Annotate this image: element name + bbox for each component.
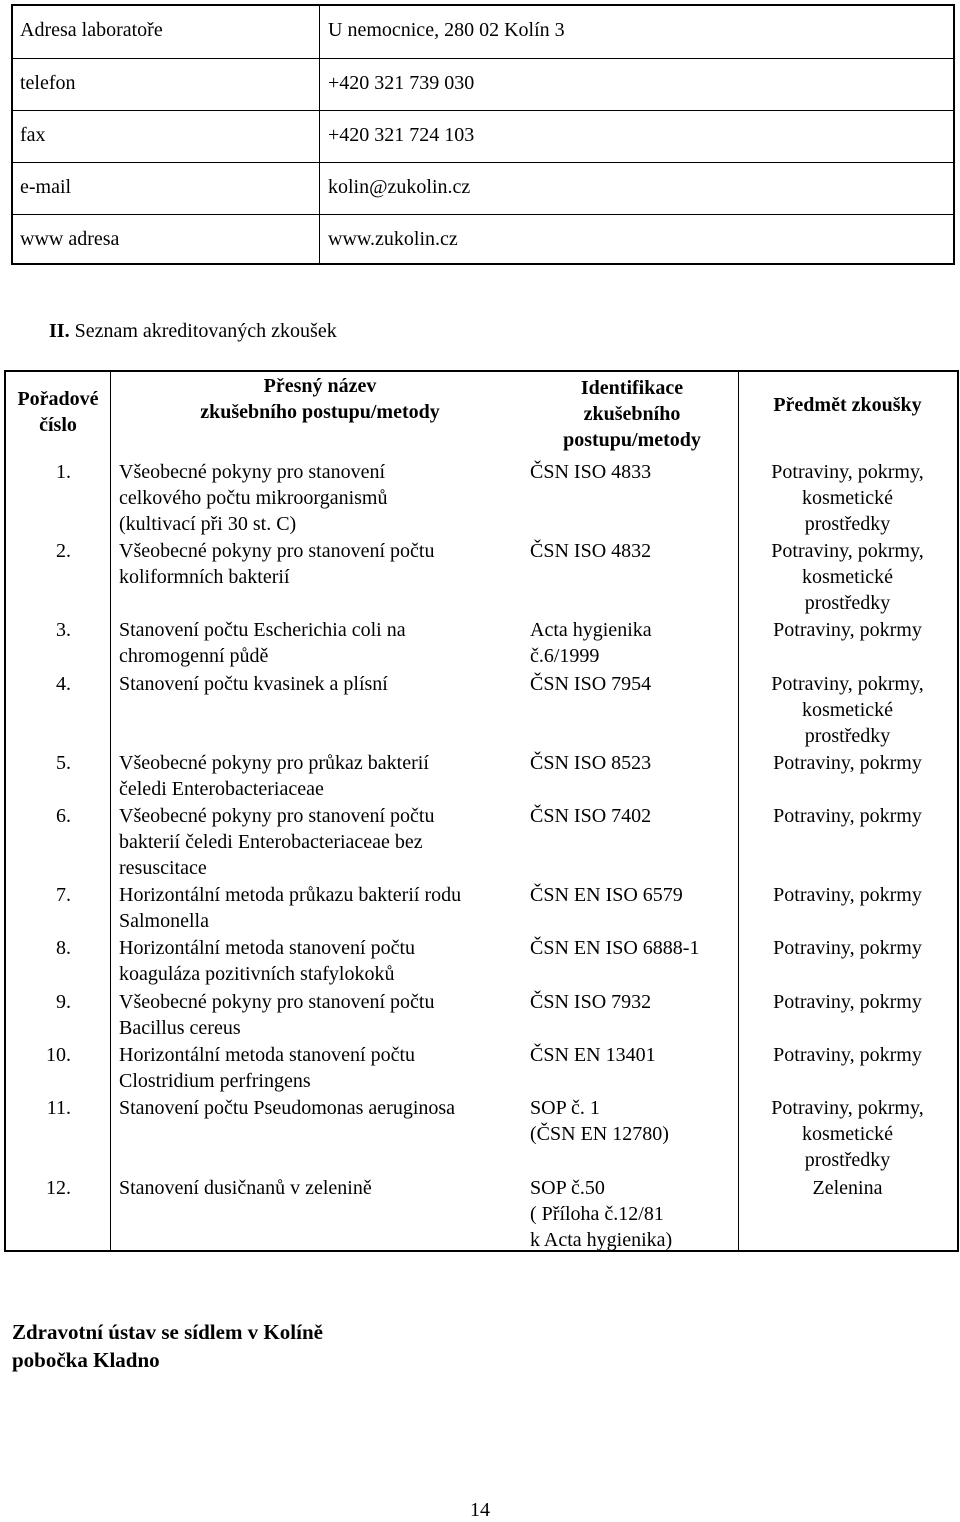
test-subject bbox=[738, 671, 957, 749]
method-id-line: (ČSN EN 12780) bbox=[530, 1123, 669, 1145]
method-id bbox=[530, 750, 651, 776]
row-number: 8. bbox=[56, 937, 71, 959]
test-name-line: Stanovení počtu Escherichia coli na bbox=[119, 619, 406, 641]
method-id-line: ČSN EN 13401 bbox=[530, 1044, 656, 1066]
test-subject-line: Potraviny, pokrmy bbox=[773, 1044, 922, 1066]
contact-row-phone bbox=[13, 58, 953, 110]
footer-institution bbox=[12, 1318, 323, 1374]
row-number: 1. bbox=[56, 461, 71, 483]
test-subject-line: Zelenina bbox=[812, 1177, 883, 1199]
test-subject bbox=[738, 459, 957, 537]
method-id bbox=[530, 989, 651, 1015]
test-subject bbox=[738, 1095, 957, 1173]
test-subject-line: Potraviny, pokrmy, bbox=[771, 461, 924, 483]
row-number: 12. bbox=[46, 1177, 71, 1199]
method-id bbox=[530, 1175, 672, 1253]
test-name-line: koaguláza pozitivních stafylokoků bbox=[119, 963, 395, 985]
method-id-line: ČSN EN ISO 6888-1 bbox=[530, 937, 700, 959]
method-id-line: ČSN ISO 7402 bbox=[530, 805, 652, 827]
method-id bbox=[530, 803, 651, 829]
row-number: 9. bbox=[56, 991, 71, 1013]
contact-row-fax bbox=[13, 110, 953, 162]
method-id-line: SOP č.50 bbox=[530, 1177, 605, 1199]
test-subject-line: kosmetické bbox=[801, 487, 894, 509]
test-subject-line: Potraviny, pokrmy bbox=[773, 752, 922, 774]
contact-value: +420 321 724 103 bbox=[328, 124, 475, 146]
test-name bbox=[119, 538, 434, 590]
test-name-line: Clostridium perfringens bbox=[119, 1070, 311, 1092]
method-id-line: ČSN ISO 8523 bbox=[530, 752, 652, 774]
row-number: 10. bbox=[46, 1044, 71, 1066]
test-name-line: Horizontální metoda průkazu bakterií rodu bbox=[119, 884, 462, 906]
contact-row-address bbox=[13, 6, 953, 58]
method-id bbox=[530, 538, 651, 564]
test-name-line: celkového počtu mikroorganismů bbox=[119, 487, 388, 509]
header-line: zkušebního bbox=[583, 403, 681, 425]
row-number: 2. bbox=[56, 540, 71, 562]
header-line: Přesný název bbox=[263, 375, 377, 397]
method-id-line: ČSN ISO 4832 bbox=[530, 540, 652, 562]
test-subject-line: Potraviny, pokrmy bbox=[773, 619, 922, 641]
section-number: II. bbox=[49, 320, 70, 342]
test-subject-line: Potraviny, pokrmy bbox=[773, 805, 922, 827]
contact-table bbox=[11, 4, 955, 265]
test-name bbox=[119, 989, 434, 1041]
test-name-line: Všeobecné pokyny pro průkaz bakterií bbox=[119, 752, 429, 774]
test-subject-line: kosmetické bbox=[801, 699, 894, 721]
contact-value: www.zukolin.cz bbox=[328, 228, 458, 250]
header-line: číslo bbox=[39, 414, 77, 436]
test-subject-line: Potraviny, pokrmy, bbox=[771, 673, 924, 695]
accredited-tests-table bbox=[4, 370, 959, 1252]
method-id bbox=[530, 935, 699, 961]
test-name bbox=[119, 1042, 415, 1094]
test-subject bbox=[738, 803, 957, 829]
method-id-line: k Acta hygienika) bbox=[530, 1229, 673, 1251]
test-name-line: resuscitace bbox=[119, 857, 207, 879]
test-name-line: (kultivací při 30 st. C) bbox=[119, 513, 297, 535]
method-id bbox=[530, 1095, 669, 1147]
test-name-line: Bacillus cereus bbox=[119, 1017, 241, 1039]
header-line: Pořadové bbox=[17, 388, 99, 410]
test-subject-line: Potraviny, pokrmy bbox=[773, 937, 922, 959]
contact-row-email bbox=[13, 162, 953, 214]
method-id-line: SOP č. 1 bbox=[530, 1097, 600, 1119]
method-id-line: ČSN ISO 4833 bbox=[530, 461, 652, 483]
test-subject-line: Potraviny, pokrmy, bbox=[771, 1097, 924, 1119]
method-id-line: č.6/1999 bbox=[530, 645, 600, 667]
method-id-line: ( Příloha č.12/81 bbox=[530, 1203, 664, 1225]
test-subject bbox=[738, 538, 957, 616]
header-subject bbox=[738, 392, 957, 418]
test-name-line: Všeobecné pokyny pro stanovení bbox=[119, 461, 386, 483]
test-subject bbox=[738, 617, 957, 643]
test-name-line: Stanovení dusičnanů v zelenině bbox=[119, 1177, 372, 1199]
contact-label: telefon bbox=[20, 72, 76, 94]
test-name-line: Horizontální metoda stanovení počtu bbox=[119, 1044, 416, 1066]
column-divider bbox=[110, 372, 111, 1250]
row-number: 11. bbox=[46, 1097, 71, 1119]
test-name bbox=[119, 750, 429, 802]
test-name-line: Salmonella bbox=[119, 910, 209, 932]
test-subject-line: prostředky bbox=[804, 592, 891, 614]
test-name bbox=[119, 671, 388, 697]
test-name-line: Stanovení počtu kvasinek a plísní bbox=[119, 673, 388, 695]
section-heading bbox=[49, 320, 337, 343]
contact-value: +420 321 739 030 bbox=[328, 72, 475, 94]
test-name bbox=[119, 803, 434, 881]
contact-label: www adresa bbox=[20, 228, 120, 250]
test-subject-line: prostředky bbox=[804, 513, 891, 535]
test-name bbox=[119, 617, 406, 669]
test-subject-line: Potraviny, pokrmy bbox=[773, 884, 922, 906]
footer-line: pobočka Kladno bbox=[12, 1348, 160, 1372]
test-subject-line: Potraviny, pokrmy bbox=[773, 991, 922, 1013]
test-subject-line: kosmetické bbox=[801, 1123, 894, 1145]
header-line: zkušebního postupu/metody bbox=[200, 401, 440, 423]
header-line: Předmět zkoušky bbox=[773, 394, 922, 416]
section-title: Seznam akreditovaných zkoušek bbox=[74, 320, 337, 342]
test-name-line: koliformních bakterií bbox=[119, 566, 290, 588]
test-name bbox=[119, 882, 461, 934]
row-number: 5. bbox=[56, 752, 71, 774]
contact-label: e-mail bbox=[20, 176, 72, 198]
footer-line: Zdravotní ústav se sídlem v Kolíně bbox=[12, 1320, 323, 1344]
header-line: postupu/metody bbox=[563, 429, 701, 451]
test-name bbox=[119, 1175, 372, 1201]
test-name-line: čeledi Enterobacteriaceae bbox=[119, 778, 324, 800]
row-number: 3. bbox=[56, 619, 71, 641]
header-order bbox=[6, 386, 110, 438]
test-subject bbox=[738, 1042, 957, 1068]
method-id bbox=[530, 1042, 656, 1068]
row-number: 4. bbox=[56, 673, 71, 695]
test-subject-line: prostředky bbox=[804, 1149, 891, 1171]
test-subject bbox=[738, 882, 957, 908]
test-name-line: Všeobecné pokyny pro stanovení počtu bbox=[119, 991, 435, 1013]
contact-value: U nemocnice, 280 02 Kolín 3 bbox=[328, 19, 565, 41]
test-subject bbox=[738, 989, 957, 1015]
test-name bbox=[119, 459, 387, 537]
header-ident bbox=[526, 375, 738, 453]
test-name bbox=[119, 1095, 455, 1121]
header-line: Identifikace bbox=[580, 377, 684, 399]
method-id-line: ČSN ISO 7932 bbox=[530, 991, 652, 1013]
test-name-line: Všeobecné pokyny pro stanovení počtu bbox=[119, 805, 435, 827]
method-id-line: ČSN EN ISO 6579 bbox=[530, 884, 683, 906]
row-number: 7. bbox=[56, 884, 71, 906]
test-name-line: Všeobecné pokyny pro stanovení počtu bbox=[119, 540, 435, 562]
test-subject bbox=[738, 1175, 957, 1201]
test-name-line: chromogenní půdě bbox=[119, 645, 269, 667]
test-subject-line: prostředky bbox=[804, 725, 891, 747]
test-subject bbox=[738, 750, 957, 776]
test-subject bbox=[738, 935, 957, 961]
contact-value: kolin@zukolin.cz bbox=[328, 176, 471, 198]
test-name-line: Stanovení počtu Pseudomonas aeruginosa bbox=[119, 1097, 456, 1119]
method-id bbox=[530, 459, 651, 485]
method-id-line: ČSN ISO 7954 bbox=[530, 673, 652, 695]
contact-row-web bbox=[13, 214, 953, 266]
method-id-line: Acta hygienika bbox=[530, 619, 652, 641]
method-id bbox=[530, 671, 651, 697]
test-subject-line: kosmetické bbox=[801, 566, 894, 588]
page-number: 14 bbox=[470, 1499, 490, 1521]
method-id bbox=[530, 617, 652, 669]
header-name bbox=[110, 373, 530, 425]
contact-label: fax bbox=[20, 124, 46, 146]
contact-label: Adresa laboratoře bbox=[20, 19, 163, 41]
test-name bbox=[119, 935, 415, 987]
test-name-line: bakterií čeledi Enterobacteriaceae bez bbox=[119, 831, 423, 853]
row-number: 6. bbox=[56, 805, 71, 827]
test-name-line: Horizontální metoda stanovení počtu bbox=[119, 937, 416, 959]
method-id bbox=[530, 882, 683, 908]
test-subject-line: Potraviny, pokrmy, bbox=[771, 540, 924, 562]
